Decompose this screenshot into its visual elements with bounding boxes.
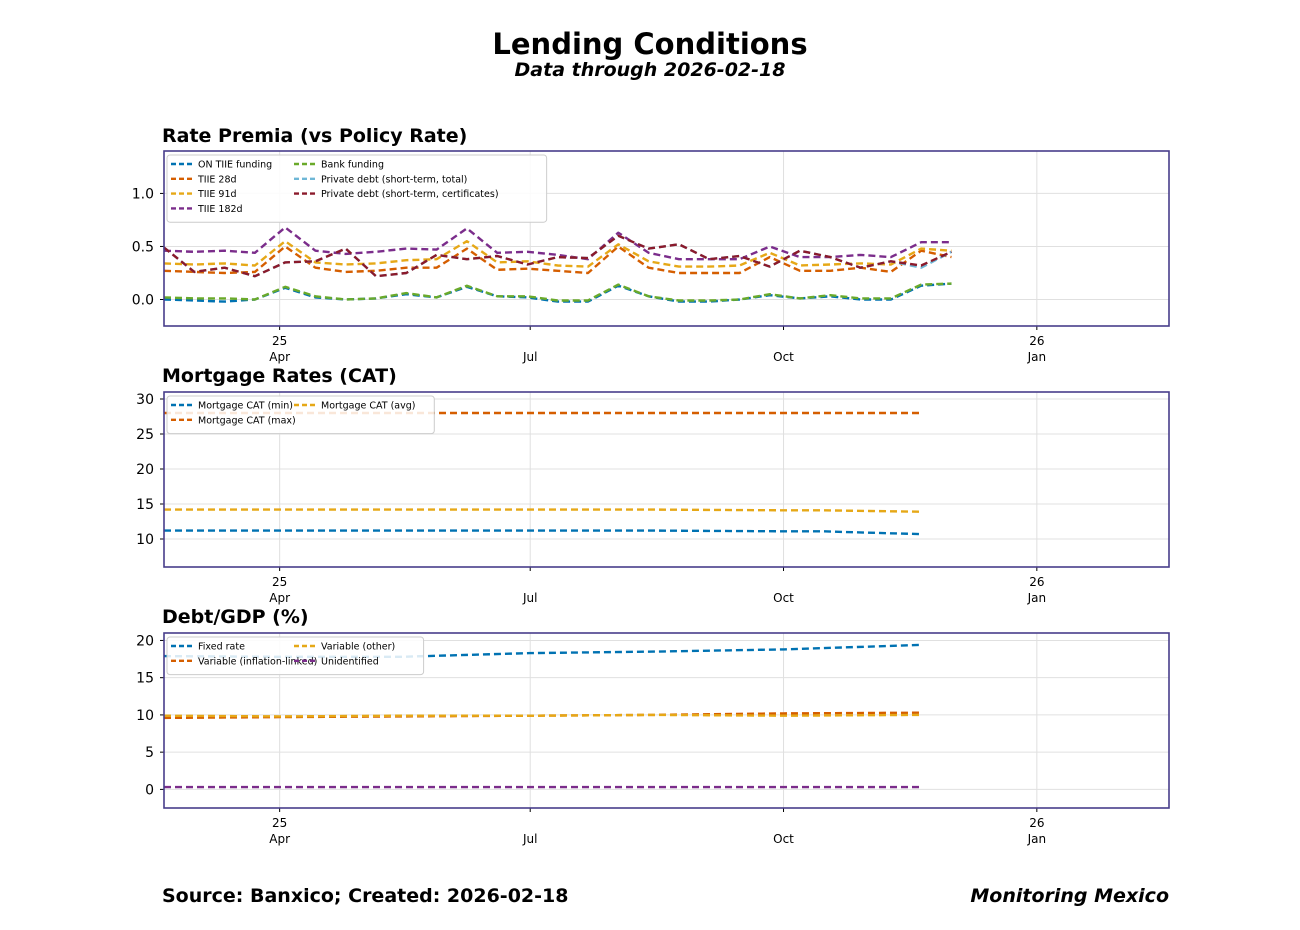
y-tick-label: 15	[136, 497, 154, 513]
y-tick-label: 30	[136, 392, 154, 408]
x-tick-label-month: Oct	[773, 832, 794, 846]
series-line-mortgage-cat-avg	[164, 510, 921, 512]
legend-label: Bank funding	[321, 159, 384, 171]
series-line-tiie-91d	[164, 241, 952, 266]
series-line-tiie-28d	[164, 247, 952, 274]
series-line-on-tiie-funding	[164, 284, 952, 302]
x-tick-label-month: Jul	[522, 591, 538, 605]
x-tick-label-month: Jul	[522, 832, 538, 846]
legend-label: Private debt (short-term, total)	[321, 174, 468, 186]
x-tick-label-month: Jul	[522, 350, 538, 364]
panel-title: Rate Premia (vs Policy Rate)	[162, 125, 468, 147]
y-tick-label: 20	[136, 462, 154, 478]
y-tick-label: 0.5	[131, 239, 154, 256]
chart-title: Lending Conditions	[492, 27, 808, 61]
x-tick-label-year: 25	[272, 816, 288, 830]
legend	[167, 396, 434, 434]
legend-label: Mortgage CAT (avg)	[321, 400, 416, 412]
series-line-bank-funding	[164, 284, 952, 301]
y-tick-label: 10	[136, 707, 154, 724]
x-tick-label-month: Jan	[1027, 350, 1047, 364]
series-line-mortgage-cat-min	[164, 531, 921, 535]
panel-rate-premia-vs-policy-rate	[132, 125, 1169, 364]
legend-label: Unidentified	[321, 656, 379, 668]
x-tick-label-month: Apr	[269, 832, 291, 846]
legend-label: Fixed rate	[198, 641, 245, 653]
panel-mortgage-rates-cat	[136, 365, 1169, 605]
panels	[132, 125, 1169, 846]
legend	[167, 155, 547, 222]
x-tick-label-month: Jan	[1027, 591, 1047, 605]
x-tick-label-year: 26	[1029, 334, 1045, 348]
y-tick-label: 5	[145, 745, 154, 762]
panel-title: Mortgage Rates (CAT)	[162, 365, 397, 387]
brand-label: Monitoring Mexico	[970, 885, 1169, 907]
source-note: Source: Banxico; Created: 2026-02-18	[162, 885, 569, 907]
panel-title: Debt/GDP (%)	[162, 606, 309, 628]
x-tick-label-month: Apr	[269, 591, 291, 605]
x-tick-label-year: 26	[1029, 816, 1045, 830]
y-tick-label: 0.0	[131, 292, 154, 309]
y-tick-label: 10	[136, 532, 154, 548]
x-tick-label-month: Oct	[773, 350, 794, 364]
x-tick-label-month: Jan	[1027, 832, 1047, 846]
x-tick-label-month: Oct	[773, 591, 794, 605]
legend-label: Variable (inflation-linked)	[198, 656, 318, 668]
legend-label: Mortgage CAT (max)	[198, 415, 296, 427]
y-tick-label: 20	[136, 633, 154, 650]
y-tick-label: 15	[136, 670, 154, 687]
panel-debt-gdp	[136, 606, 1169, 846]
legend-label: Mortgage CAT (min)	[198, 400, 293, 412]
legend-label: TIIE 182d	[198, 203, 243, 215]
legend-label: TIIE 91d	[198, 189, 237, 201]
x-tick-label-year: 25	[272, 575, 288, 589]
y-tick-label: 1.0	[131, 186, 154, 203]
legend	[167, 637, 424, 675]
legend-label: Private debt (short-term, certificates)	[321, 189, 499, 201]
y-tick-label: 25	[136, 427, 154, 443]
legend-label: ON TIIE funding	[198, 159, 273, 171]
x-tick-label-year: 25	[272, 334, 288, 348]
x-tick-label-year: 26	[1029, 575, 1045, 589]
x-tick-label-month: Apr	[269, 350, 291, 364]
legend-label: TIIE 28d	[198, 174, 237, 186]
chart-subtitle: Data through 2026-02-18	[514, 59, 786, 81]
y-tick-label: 0	[145, 782, 154, 799]
legend-label: Variable (other)	[321, 641, 396, 653]
